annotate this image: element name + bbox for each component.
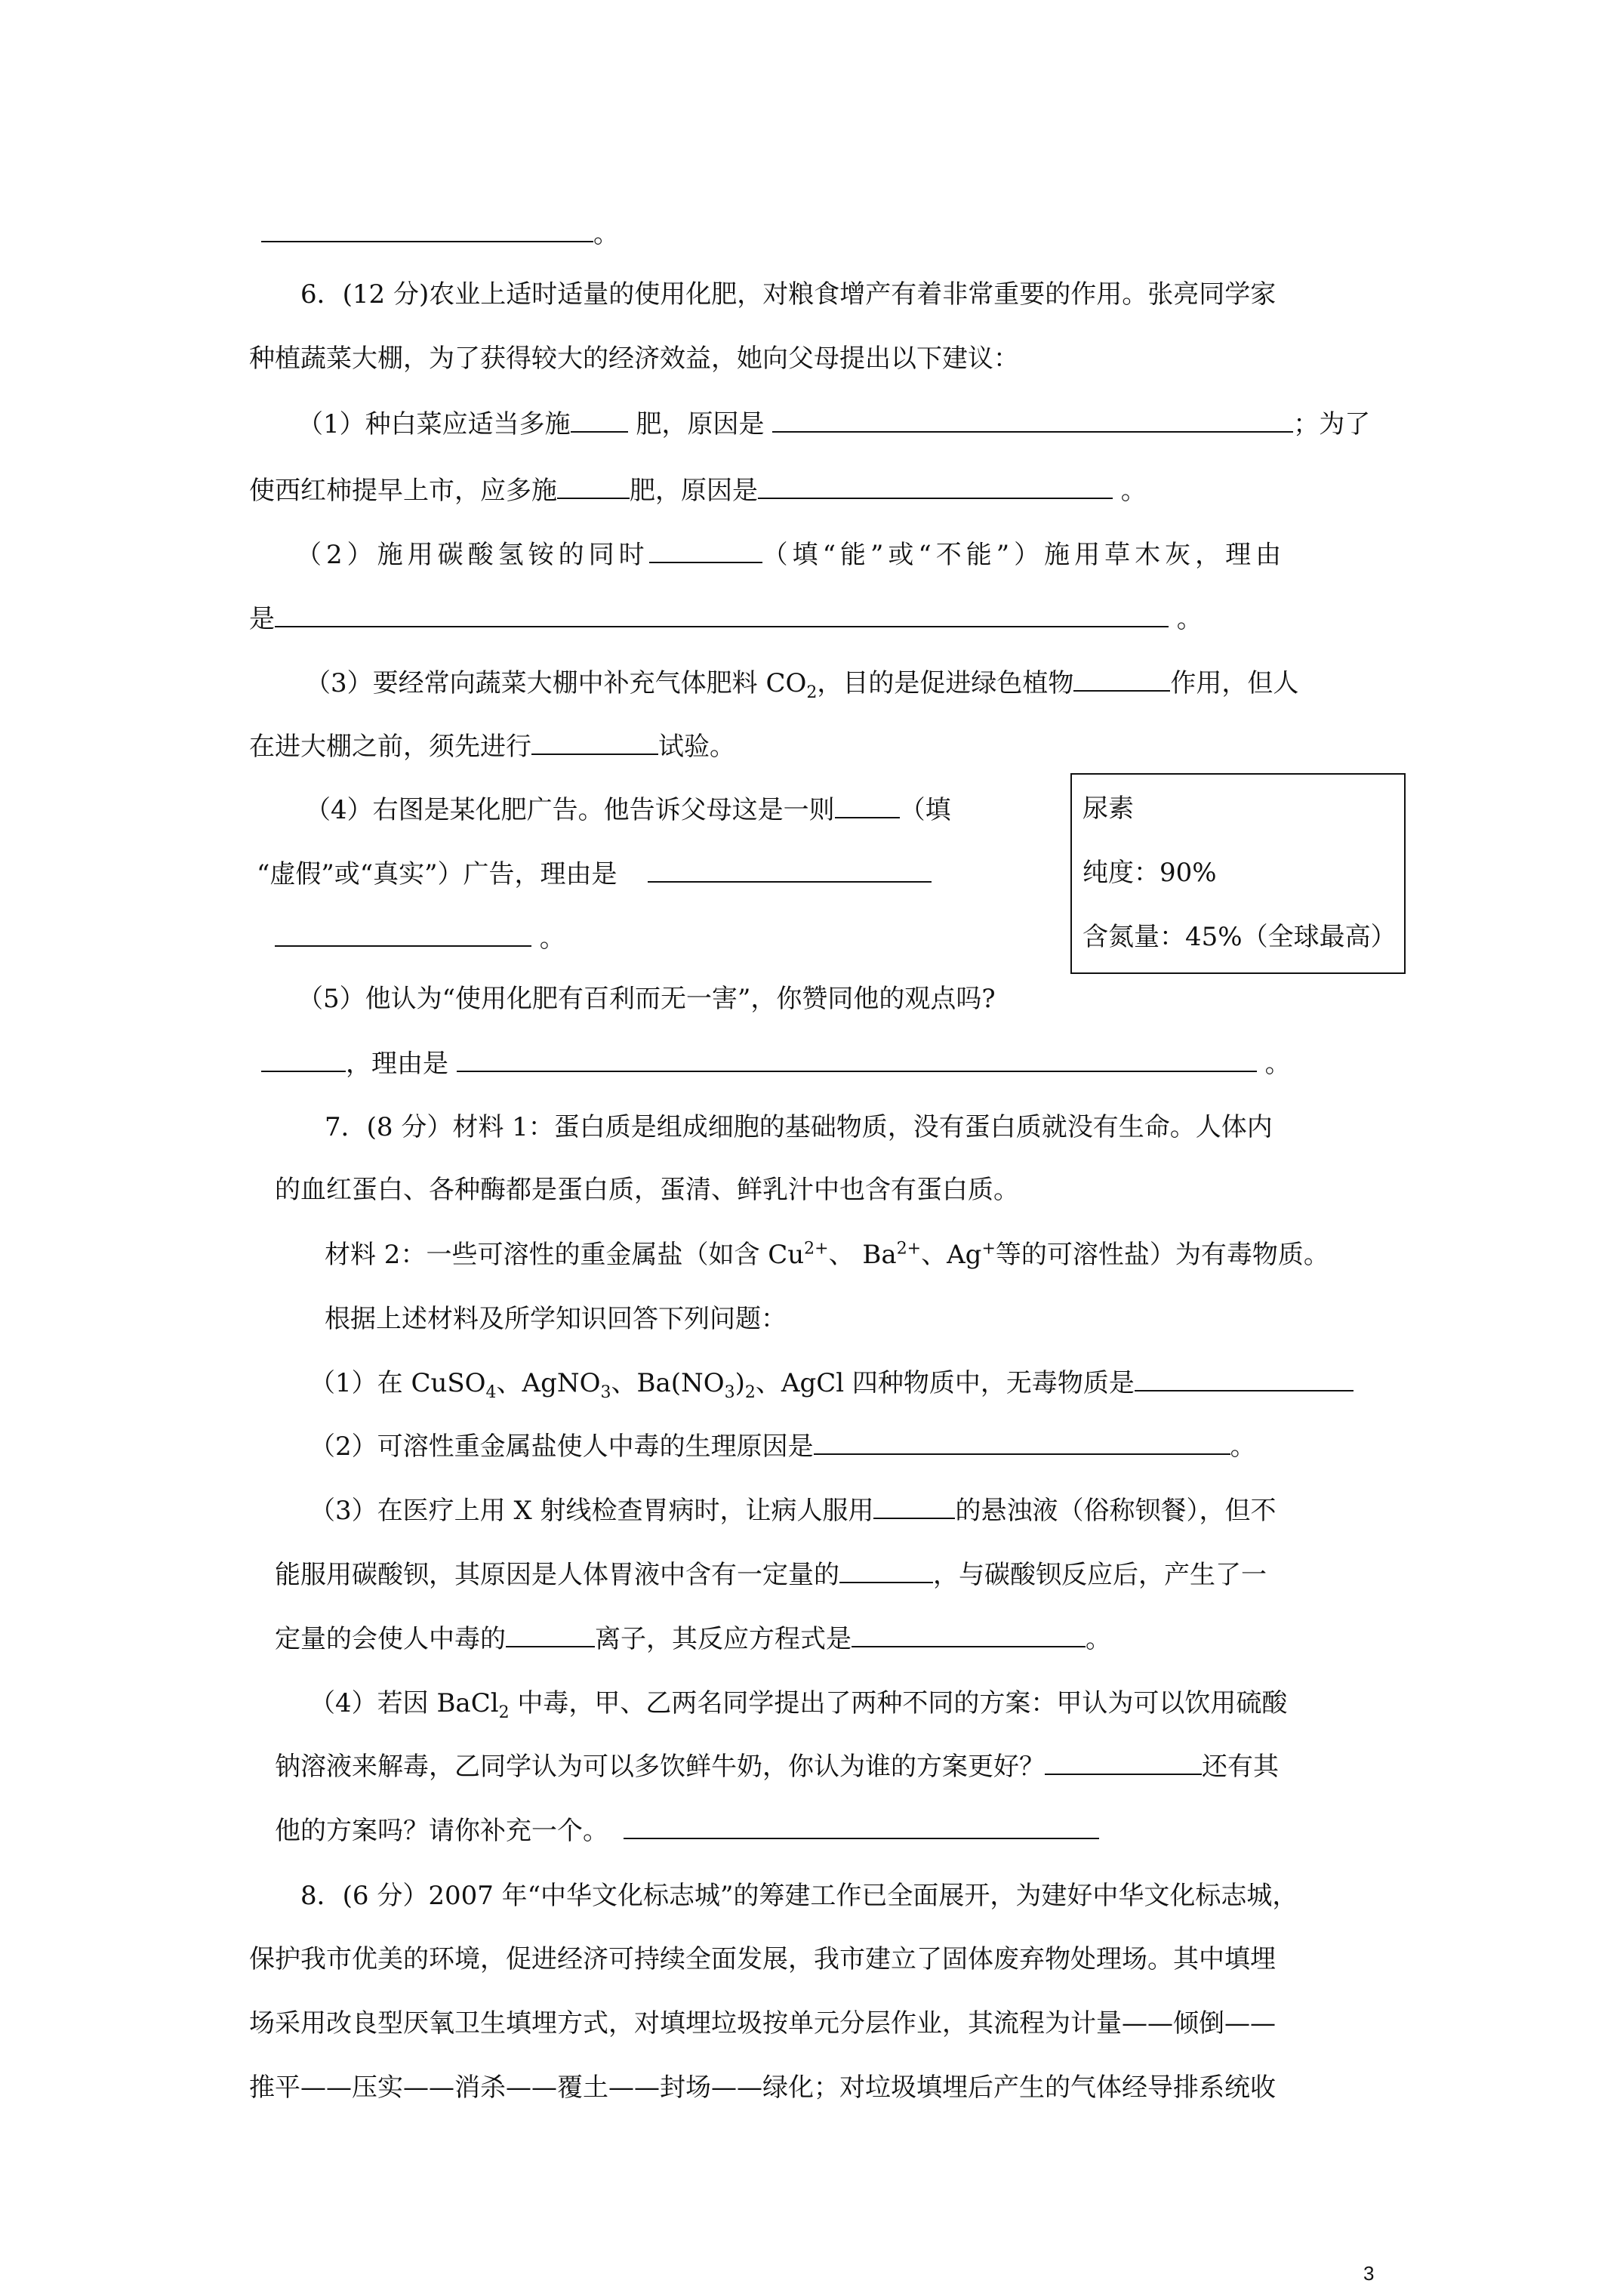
answer-blank[interactable] bbox=[557, 472, 630, 499]
q6-part5-line-1: （5）他认为“使用化肥有百利而无一害”，你赞同他的观点吗? bbox=[297, 984, 996, 1014]
q7-part3-line-3: 定量的会使人中毒的 离子，其反应方程式是 。 bbox=[275, 1620, 1111, 1658]
q7-material2-line: 材料 2：一些可溶性的重金属盐（如含 $Cu^{2+}$、 $Ba^{2+}$、Ag+等的可溶性盐）为有毒物质。 bbox=[325, 1239, 1329, 1270]
q8-line-1: 8．(6 分）2007 年“中华文化标志城”的筹建工作已全面展开，为建好中华文化标志城， bbox=[300, 1881, 1298, 1911]
q8-line-4: 推平——压实——消杀——覆土——封场——绿化；对垃圾填埋后产生的气体经导排系统收 bbox=[249, 2073, 1276, 2103]
ad-purity: 纯度：90% bbox=[1083, 858, 1217, 888]
q6-part3-line-2: 在进大棚之前，须先进行 试验。 bbox=[249, 728, 735, 766]
answer-blank[interactable] bbox=[531, 728, 658, 755]
top-fill-line: 。 bbox=[261, 215, 619, 253]
q7-part4-line-1: （4）若因 BaCl$_2$ 中毒，甲、乙两名同学提出了两种不同的方案：甲认为可以饮用硫酸 bbox=[310, 1688, 1288, 1722]
q6-part4-line-1: （4）右图是某化肥广告。他告诉父母这是一则 （填 bbox=[305, 791, 951, 829]
q7-material1-line-1: 7．(8 分）材料 1：蛋白质是组成细胞的基础物质，没有蛋白质就没有生命。人体内 bbox=[325, 1112, 1273, 1142]
answer-blank[interactable] bbox=[261, 215, 593, 242]
answer-blank[interactable] bbox=[1045, 1748, 1202, 1775]
q7-part4-line-3: 他的方案吗？请你补充一个。 bbox=[275, 1812, 1099, 1850]
answer-blank[interactable] bbox=[1135, 1364, 1354, 1391]
q6-part3-line-1: （3）要经常向蔬菜大棚中补充气体肥料 $CO_2$，目的是促进绿色植物 作用，但人 bbox=[305, 664, 1298, 702]
answer-blank[interactable] bbox=[275, 600, 1169, 627]
answer-blank[interactable] bbox=[649, 536, 762, 563]
q7-part3-line-2: 能服用碳酸钡，其原因是人体胃液中含有一定量的 ，与碳酸钡反应后，产生了一 bbox=[275, 1556, 1267, 1594]
q7-part4-line-2: 钠溶液来解毒，乙同学认为可以多饮鲜牛奶，你认为谁的方案更好？ 还有其 bbox=[275, 1748, 1279, 1786]
answer-blank[interactable] bbox=[571, 405, 628, 433]
answer-blank[interactable] bbox=[772, 405, 1293, 433]
q6-part5-line-2: ，理由是 。 bbox=[261, 1045, 1291, 1083]
answer-blank[interactable] bbox=[648, 855, 932, 883]
page-number: 3 bbox=[1363, 2262, 1375, 2285]
answer-blank[interactable] bbox=[624, 1812, 1099, 1839]
q6-part2-line-2: 是 。 bbox=[249, 600, 1203, 638]
q6-part1-line-1: （1）种白菜应适当多施 肥，原因是 ；为了 bbox=[297, 405, 1370, 443]
ad-title: 尿素 bbox=[1083, 794, 1134, 824]
answer-blank[interactable] bbox=[1073, 664, 1170, 692]
answer-blank[interactable] bbox=[839, 1556, 933, 1583]
q7-part2-line: （2）可溶性重金属盐使人中毒的生理原因是 。 bbox=[310, 1428, 1256, 1465]
answer-blank[interactable] bbox=[814, 1428, 1230, 1455]
answer-blank[interactable] bbox=[758, 472, 1113, 499]
answer-blank[interactable] bbox=[275, 920, 531, 947]
answer-blank[interactable] bbox=[852, 1620, 1086, 1647]
answer-blank[interactable] bbox=[873, 1492, 955, 1519]
q6-part4-line-3: 。 bbox=[275, 920, 565, 957]
q7-lead-line: 根据上述材料及所学知识回答下列问题： bbox=[325, 1304, 787, 1334]
answer-blank[interactable] bbox=[835, 791, 900, 818]
answer-blank[interactable] bbox=[457, 1045, 1257, 1072]
ad-nitrogen-content: 含氮量：45%（全球最高） bbox=[1083, 922, 1397, 952]
q7-part1-line: （1）在 CuSO$_4$、AgNO$_3$、$Ba(NO_3)_2$、AgCl 四种物质中，无毒物质是 bbox=[310, 1364, 1354, 1402]
q8-line-3: 场采用改良型厌氧卫生填埋方式，对填埋垃圾按单元分层作业，其流程为计量——倾倒—— bbox=[249, 2008, 1276, 2039]
q7-part3-line-1: （3）在医疗上用 X 射线检查胃病时，让病人服用 的悬浊液（俗称钡餐），但不 bbox=[310, 1492, 1276, 1530]
q6-intro-line-1: 6．(12 分)农业上适时适量的使用化肥，对粮食增产有着非常重要的作用。张亮同学家 bbox=[300, 279, 1277, 310]
q7-material1-line-2: 的血红蛋白、各种酶都是蛋白质，蛋清、鲜乳汁中也含有蛋白质。 bbox=[275, 1175, 1019, 1205]
answer-blank[interactable] bbox=[261, 1045, 346, 1072]
fertilizer-ad-box bbox=[1070, 773, 1406, 974]
q8-line-2: 保护我市优美的环境，促进经济可持续全面发展，我市建立了固体废弃物处理场。其中填埋 bbox=[249, 1944, 1276, 1974]
q6-intro-line-2: 种植蔬菜大棚，为了获得较大的经济效益，她向父母提出以下建议： bbox=[249, 344, 1019, 374]
q6-part2-line-1: （2）施用碳酸氢铵的同时 （填“能”或“不能”）施用草木灰，理由 bbox=[296, 536, 1286, 574]
q6-part1-line-2: 使西红柿提早上市，应多施 肥，原因是 。 bbox=[249, 472, 1147, 510]
q6-part4-line-2: “虚假”或“真实”）广告，理由是 bbox=[257, 855, 932, 893]
answer-blank[interactable] bbox=[506, 1620, 595, 1647]
